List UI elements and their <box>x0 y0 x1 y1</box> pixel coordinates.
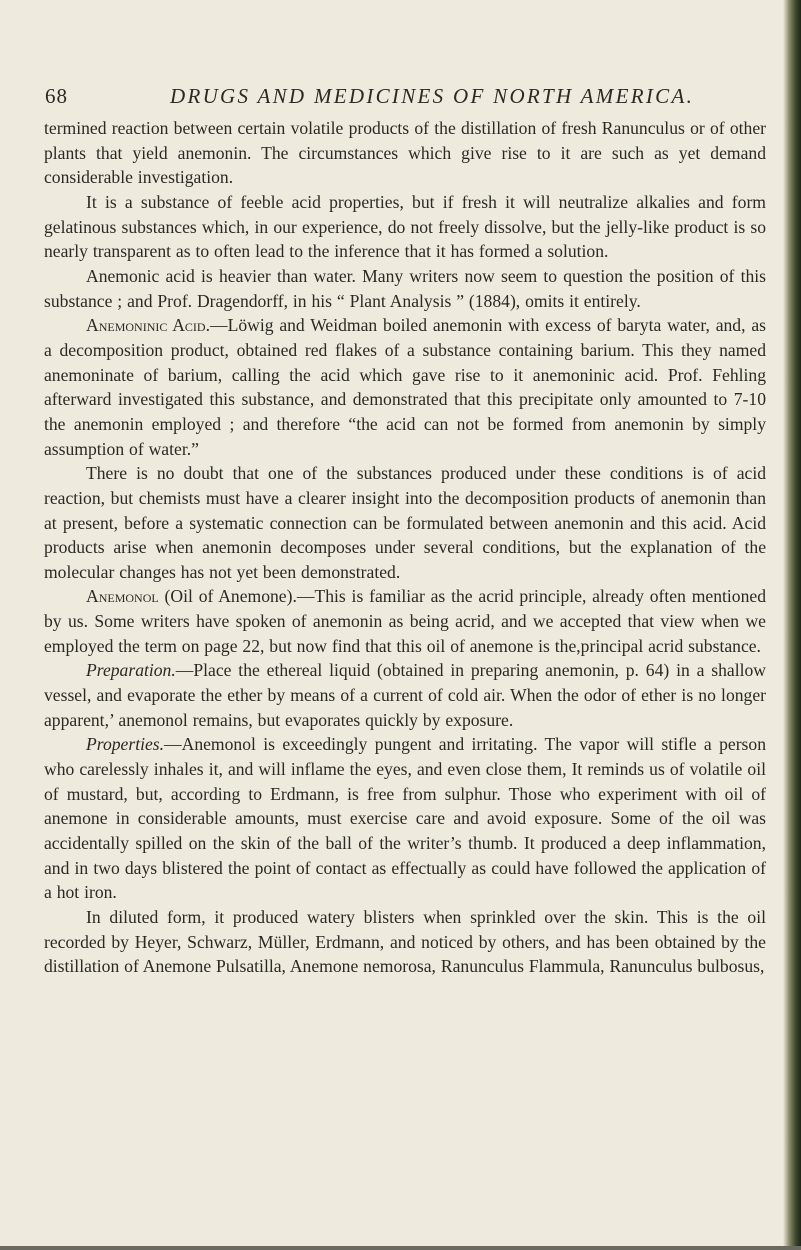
page-edge-shadow <box>783 0 801 1250</box>
paragraph-decomposition: There is no doubt that one of the substances produced under these conditions is of acid reaction, but chemists must have a clearer insight into the decomposition products of anemonin than at present, before a systematic connection can be formulated between anemonin and this acid. Acid products arise when anemonin decomposes under several conditions, but the explanation of the molecular changes has not yet been demonstrated. <box>44 463 766 582</box>
running-title: DRUGS AND MEDICINES OF NORTH AMERICA. <box>170 84 695 108</box>
subheading-properties: Properties. <box>86 734 165 755</box>
page-header <box>0 84 801 114</box>
paragraph-acid-properties: It is a substance of feeble acid properties, but if fresh it will neutralize alkalies and form gelatinous substances which, in our experience, do not freely dissolve, but the jelly-like product is so nearly transparent as to often lead to the inference that it has formed a solution. <box>44 191 766 262</box>
body-text <box>44 116 766 979</box>
page-number: 68 <box>45 84 68 108</box>
subheading-preparation: Preparation. <box>86 660 176 681</box>
section-heading-anemonol: Anemonol <box>86 586 159 607</box>
page-bottom-edge <box>0 1246 801 1250</box>
section-heading-anemoninic-acid: Anemoninic Acid. <box>86 315 210 336</box>
paragraph-diluted-form: In diluted form, it produced watery blisters when sprinkled over the skin. This is the oil recorded by Heyer, Schwarz, Müller, Erdmann, and noticed by others, and has been obtained by the distillation of Anemone Pulsatilla, Anemone nemorosa, Ranunculus Flammula, Ranunculus bulbosus, <box>44 907 766 977</box>
paragraph-anemonic-acid: Anemonic acid is heavier than water. Many writers now seem to question the position of this substance ; and Prof. Dragendorff, in his “ Plant Analysis ” (1884), omits it entirely. <box>44 265 766 311</box>
paragraph-continuation: termined reaction between certain volatile products of the distillation of fresh Ranunculus or of other plants that yield anemonin. The circumstances which give rise to it are such as yet demand considerable investigation. <box>44 118 766 188</box>
paragraph-anemoninic-acid: Anemoninic Acid.—Löwig and Weidman boiled anemonin with excess of baryta water, and, as a decomposition product, obtained red flakes of a substance containing barium. This they named anemoninate of barium, calling the acid which gave rise to it anemoninic acid. Prof. Fehling afterward investigated this substance, and demonstrated that this precipitate only amounted to 7-10 the anemonin employed ; and therefore “the acid can not be formed from anemonin by simply assumption of water.” <box>44 315 766 459</box>
paragraph-anemonol: Anemonol (Oil of Anemone).—This is familiar as the acrid principle, already often mentioned by us. Some writers have spoken of anemonin as being acrid, and we accepted that view when we employed the term on page 22, but now find that this oil of anemone is the,principal acrid substance. <box>44 586 766 656</box>
paragraph-preparation: Preparation.—Place the ethereal liquid (obtained in preparing anemonin, p. 64) in a shallow vessel, and evaporate the ether by means of a current of cold air. When the odor of ether is no longer apparent,’ anemonol remains, but evaporates quickly by exposure. <box>44 660 766 730</box>
paragraph-properties: Properties.—Anemonol is exceedingly pungent and irritating. The vapor will stifle a person who carelessly inhales it, and will inflame the eyes, and even close them, It reminds us of volatile oil of mustard, but, according to Erdmann, is free from sulphur. Those who experiment with oil of anemone in considerable amounts, must exercise care and avoid exposure. Some of the oil was accidentally spilled on the skin of the ball of the writer’s thumb. It produced a deep inflammation, and in two days blistered the point of contact as effectually as could have followed the application of a hot iron. <box>44 734 766 903</box>
